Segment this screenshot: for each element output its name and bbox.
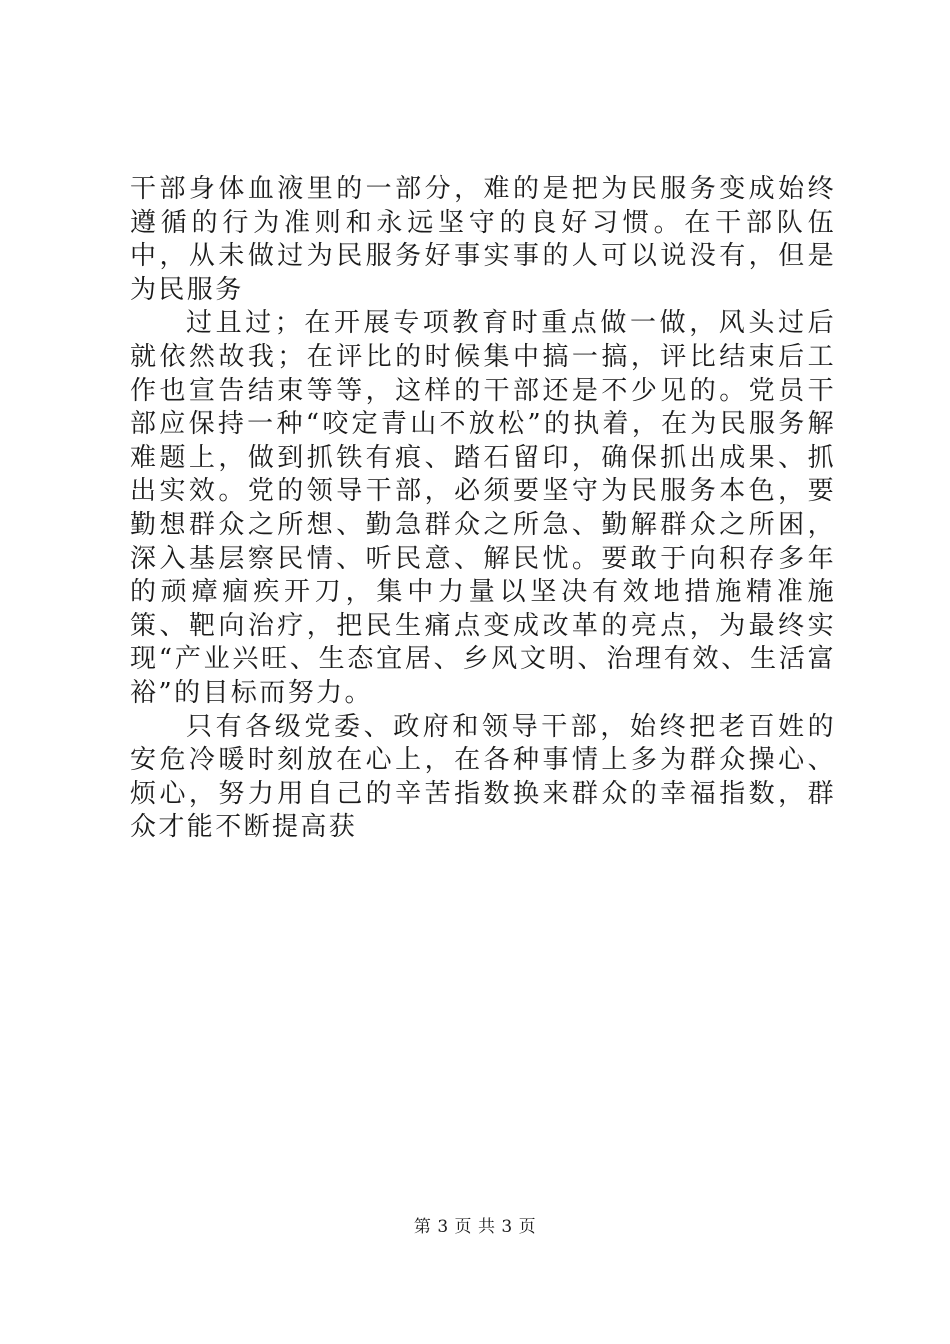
page-footer bbox=[0, 1216, 950, 1238]
page-number-label: 第 3 页 共 3 页 bbox=[413, 1217, 537, 1237]
paragraph-3: 只有各级党委、政府和领导干部，始终把老百姓的安危冷暖时刻放在心上，在各种事情上多为群众操心、烦心，努力用自己的辛苦指数换来群众的幸福指数，群众才能不断提高获 bbox=[130, 711, 836, 843]
document-body bbox=[130, 173, 836, 845]
paragraph-1: 干部身体血液里的一部分，难的是把为民服务变成始终遵循的行为准则和永远坚守的良好习惯。在干部队伍中，从未做过为民服务好事实事的人可以说没有，但是为民服务 bbox=[130, 174, 836, 305]
paragraph-2: 过且过；在开展专项教育时重点做一做，风头过后就依然故我；在评比的时候集中搞一搞，评比结束后工作也宣告结束等等，这样的干部还是不少见的。党员干部应保持一种“咬定青山不放松”的执着，在为民服务解难题上，做到抓铁有痕、踏石留印，确保抓出成果、抓出实效。党的领导干部，必须要坚守为民服务本色，要勤想群众之所想、勤急群众之所急、勤解群众之所困，深入基层察民情、听民意、解民忧。要敢于向积存多年的顽瘴痼疾开刀，集中力量以坚决有效地措施精准施策、靶向治疗，把民生痛点变成改革的亮点，为最终实现“产业兴旺、生态宜居、乡风文明、治理有效、生活富裕”的目标而努力。 bbox=[130, 308, 836, 708]
